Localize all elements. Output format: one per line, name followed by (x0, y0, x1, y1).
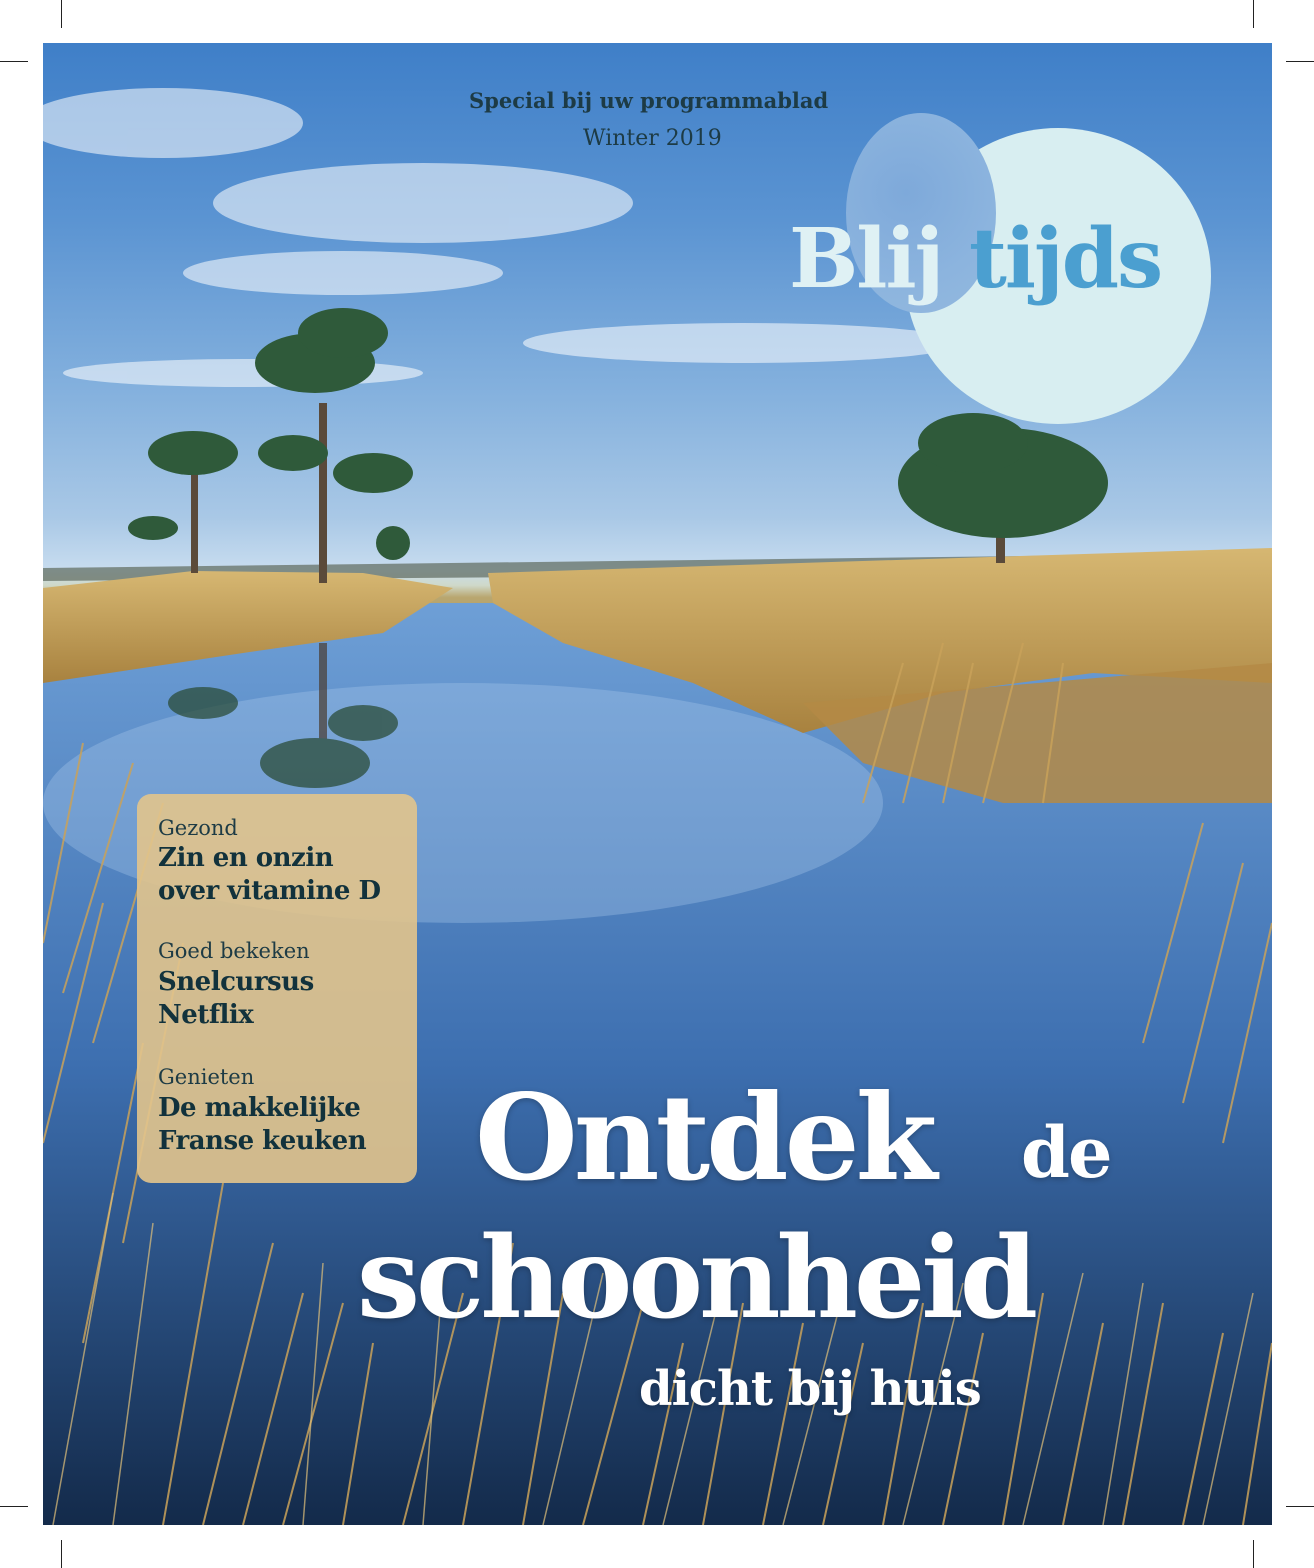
teaser-category: Goed bekeken (158, 939, 310, 963)
crop-mark (1286, 1506, 1314, 1507)
crop-mark (61, 1540, 62, 1568)
teaser-title-line: Snelcursus (158, 967, 314, 997)
teaser-title (158, 1092, 366, 1158)
teaser-title-line: Zin en onzin (158, 843, 334, 873)
teaser-title-line: over vitamine D (158, 876, 381, 906)
crop-mark (1253, 0, 1254, 28)
teaser-category: Genieten (158, 1065, 255, 1089)
teaser-title-line: De makkelijke (158, 1093, 361, 1123)
teaser-title-line: Netflix (158, 1000, 254, 1030)
cover-kicker: Special bij uw programmablad (469, 88, 829, 113)
logo-word-1: Blij (789, 211, 943, 307)
tree-left (128, 308, 413, 583)
issue-date: Winter 2019 (583, 126, 722, 151)
crop-mark (1253, 1540, 1254, 1568)
teaser-box (137, 794, 417, 1183)
logo-word-2: tijds (969, 211, 1162, 307)
headline-line-1: Ontdek (475, 1068, 934, 1207)
teaser-title-line: Franse keuken (158, 1126, 367, 1156)
teaser-category: Gezond (158, 816, 238, 840)
teaser-title (158, 842, 381, 908)
teaser-title (158, 966, 314, 1032)
headline-subline: dicht bij huis (639, 1361, 981, 1417)
headline-article: de (1021, 1111, 1111, 1194)
crop-mark (61, 0, 62, 28)
crop-mark (1286, 61, 1314, 62)
magazine-cover (43, 43, 1272, 1525)
crop-mark (0, 61, 28, 62)
tree-right (898, 413, 1108, 563)
headline-line-2: schoonheid (357, 1213, 1035, 1344)
crop-mark (0, 1506, 28, 1507)
